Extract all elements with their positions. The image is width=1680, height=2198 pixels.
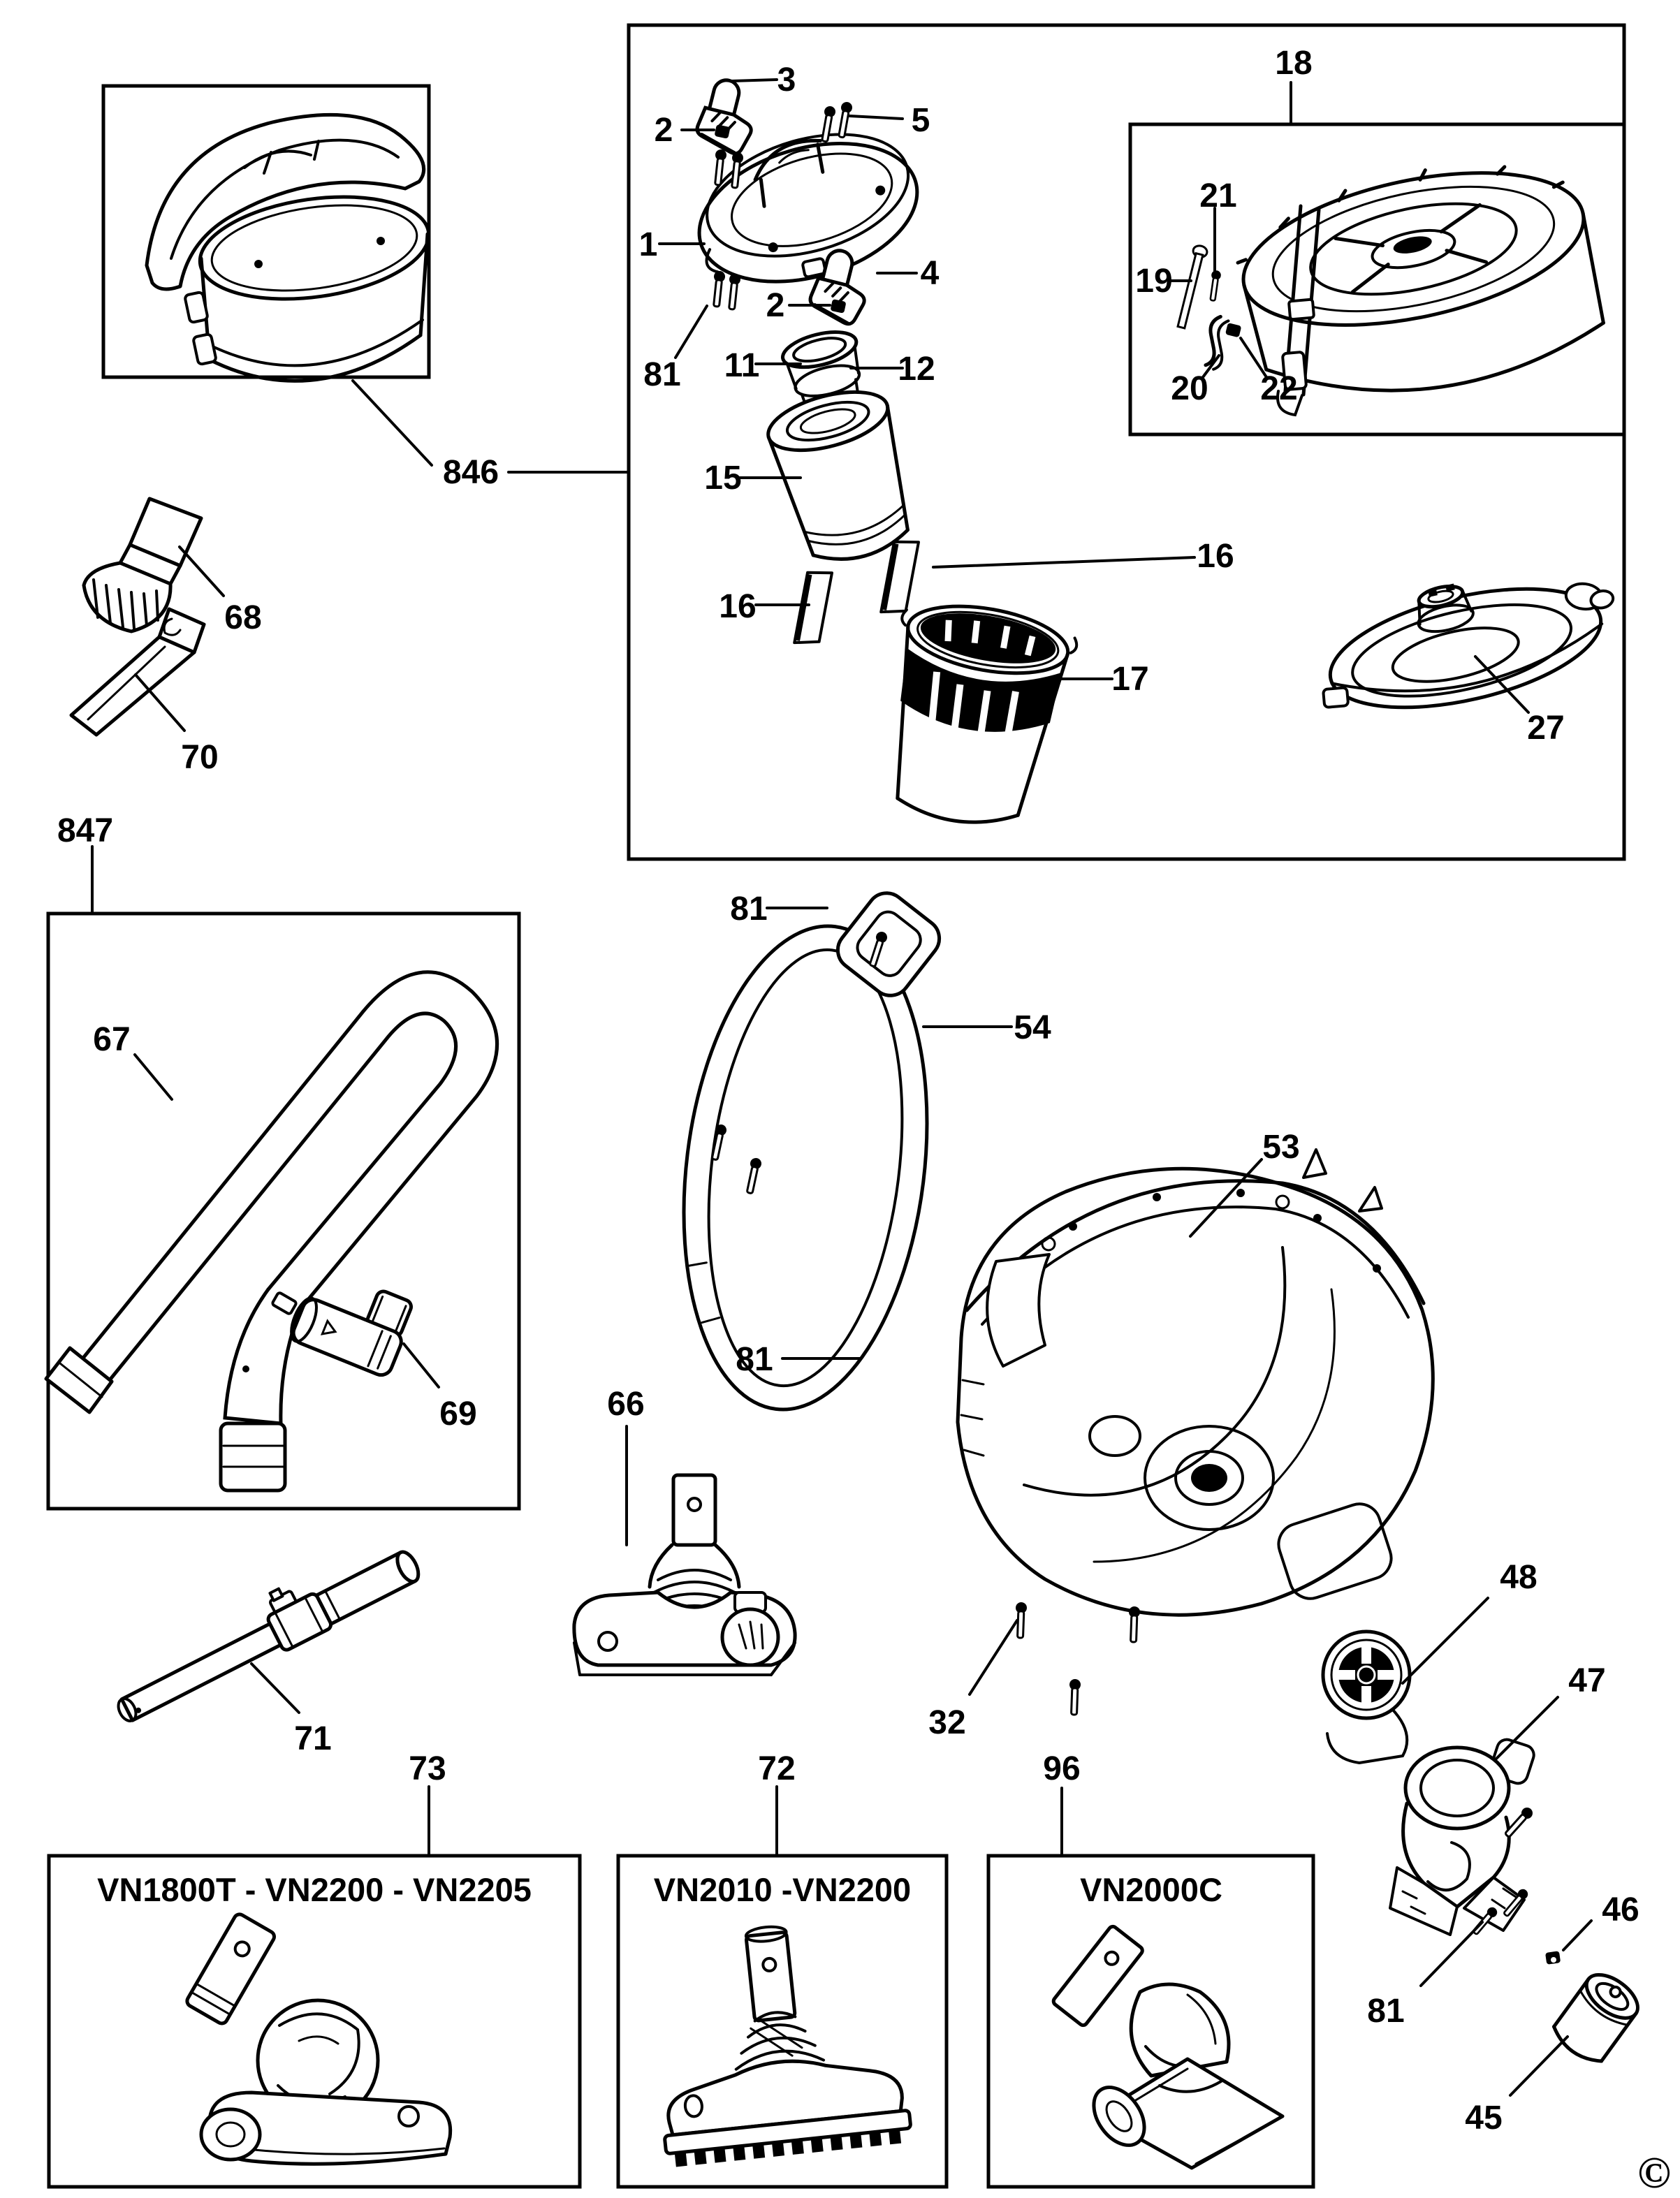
callout-16b: 16 — [1197, 538, 1234, 575]
callout-846: 846 — [442, 454, 499, 491]
rod-part19-drawing — [1174, 244, 1208, 329]
callout-2a: 2 — [654, 112, 673, 149]
turbo-brush-box73-drawing — [185, 1912, 451, 2164]
latch-part3-drawing — [694, 76, 762, 156]
nut-part22-drawing — [1225, 323, 1242, 337]
box-72-title: VN2010 -VN2200 — [653, 1871, 912, 1908]
wand-part71-drawing — [103, 1528, 424, 1731]
callout-2b: 2 — [766, 287, 785, 324]
callout-69: 69 — [439, 1395, 477, 1433]
callout-16a: 16 — [719, 588, 757, 625]
callout-70: 70 — [181, 739, 219, 776]
callout-53: 53 — [1262, 1129, 1300, 1166]
floor-brush-box72-drawing — [644, 1914, 912, 2168]
leader-16b — [933, 557, 1195, 567]
callout-46: 46 — [1602, 1891, 1639, 1928]
screws-part32-drawing — [1015, 1602, 1141, 1715]
leader-69 — [404, 1344, 439, 1387]
callout-81a: 81 — [643, 356, 681, 393]
cage-part17-drawing — [869, 594, 1081, 837]
nut-part46-drawing — [1545, 1951, 1561, 1965]
leader-5 — [849, 116, 903, 119]
callout-71: 71 — [294, 1720, 332, 1757]
callout-22: 22 — [1260, 370, 1298, 407]
leader-46 — [1563, 1921, 1591, 1950]
leader-3 — [732, 80, 777, 81]
leader-32 — [970, 1620, 1017, 1694]
leader-68 — [180, 547, 224, 596]
brush-nozzle-part68-drawing — [84, 499, 201, 631]
assembled-unit-846-drawing — [147, 115, 435, 381]
leader-lines — [92, 80, 1591, 2095]
gasket-part16-left-drawing — [790, 567, 835, 648]
callout-847: 847 — [57, 812, 114, 849]
diffuser-part27-drawing — [1304, 549, 1628, 732]
callout-32: 32 — [928, 1704, 966, 1741]
callout-20: 20 — [1171, 370, 1208, 407]
box-96-title: VN2000C — [1080, 1871, 1222, 1908]
clip-part20-drawing — [1204, 315, 1229, 370]
clamp-ring-part54-drawing — [658, 885, 953, 1423]
floor-nozzle-part66-drawing — [574, 1475, 795, 1675]
callout-66: 66 — [607, 1386, 645, 1423]
screw-part5b-drawing — [836, 101, 854, 138]
pin-part21-drawing — [1208, 270, 1222, 301]
callout-19: 19 — [1135, 263, 1173, 300]
callout-73: 73 — [409, 1750, 446, 1787]
callout-5: 5 — [911, 102, 930, 139]
screw-81a-a — [711, 270, 726, 307]
callout-81d: 81 — [1367, 1993, 1405, 2030]
callout-45: 45 — [1465, 2100, 1503, 2137]
screw-81a-b — [726, 273, 741, 309]
callout-15: 15 — [704, 460, 742, 497]
callout-48: 48 — [1500, 1559, 1537, 1596]
callout-67: 67 — [93, 1021, 131, 1058]
callout-81b: 81 — [730, 891, 768, 928]
callout-11: 11 — [724, 347, 760, 384]
callout-1: 1 — [638, 226, 658, 263]
callout-3: 3 — [777, 61, 796, 98]
callout-17: 17 — [1111, 661, 1149, 698]
callout-18: 18 — [1275, 45, 1313, 82]
leader-67 — [135, 1055, 172, 1099]
turbo-nozzle-box96-drawing — [1052, 1925, 1283, 2168]
callout-81c: 81 — [736, 1341, 773, 1378]
roller-part45-drawing — [1549, 1966, 1645, 2068]
callout-68: 68 — [224, 599, 262, 636]
callout-96: 96 — [1043, 1750, 1081, 1787]
leader-81a — [675, 306, 707, 358]
callout-72: 72 — [758, 1750, 796, 1787]
leader-846-diagonal — [353, 381, 432, 465]
tank-body-part53-drawing — [958, 1150, 1433, 1615]
filter-cup-part48-drawing — [1323, 1632, 1410, 1763]
leader-71 — [251, 1664, 299, 1713]
callout-4: 4 — [920, 255, 940, 292]
callout-12: 12 — [898, 351, 935, 388]
screw-part5a-drawing — [819, 105, 837, 142]
callout-27: 27 — [1527, 710, 1565, 747]
callout-21: 21 — [1199, 177, 1237, 214]
callout-47: 47 — [1568, 1662, 1606, 1699]
box-73-title: VN1800T - VN2200 - VN2205 — [97, 1871, 532, 1908]
leader-48 — [1403, 1598, 1488, 1683]
leader-45 — [1510, 2037, 1568, 2095]
copyright-mark: © — [1637, 2148, 1671, 2197]
callout-54: 54 — [1014, 1009, 1051, 1046]
hose-connector-part69-drawing — [286, 1263, 417, 1378]
